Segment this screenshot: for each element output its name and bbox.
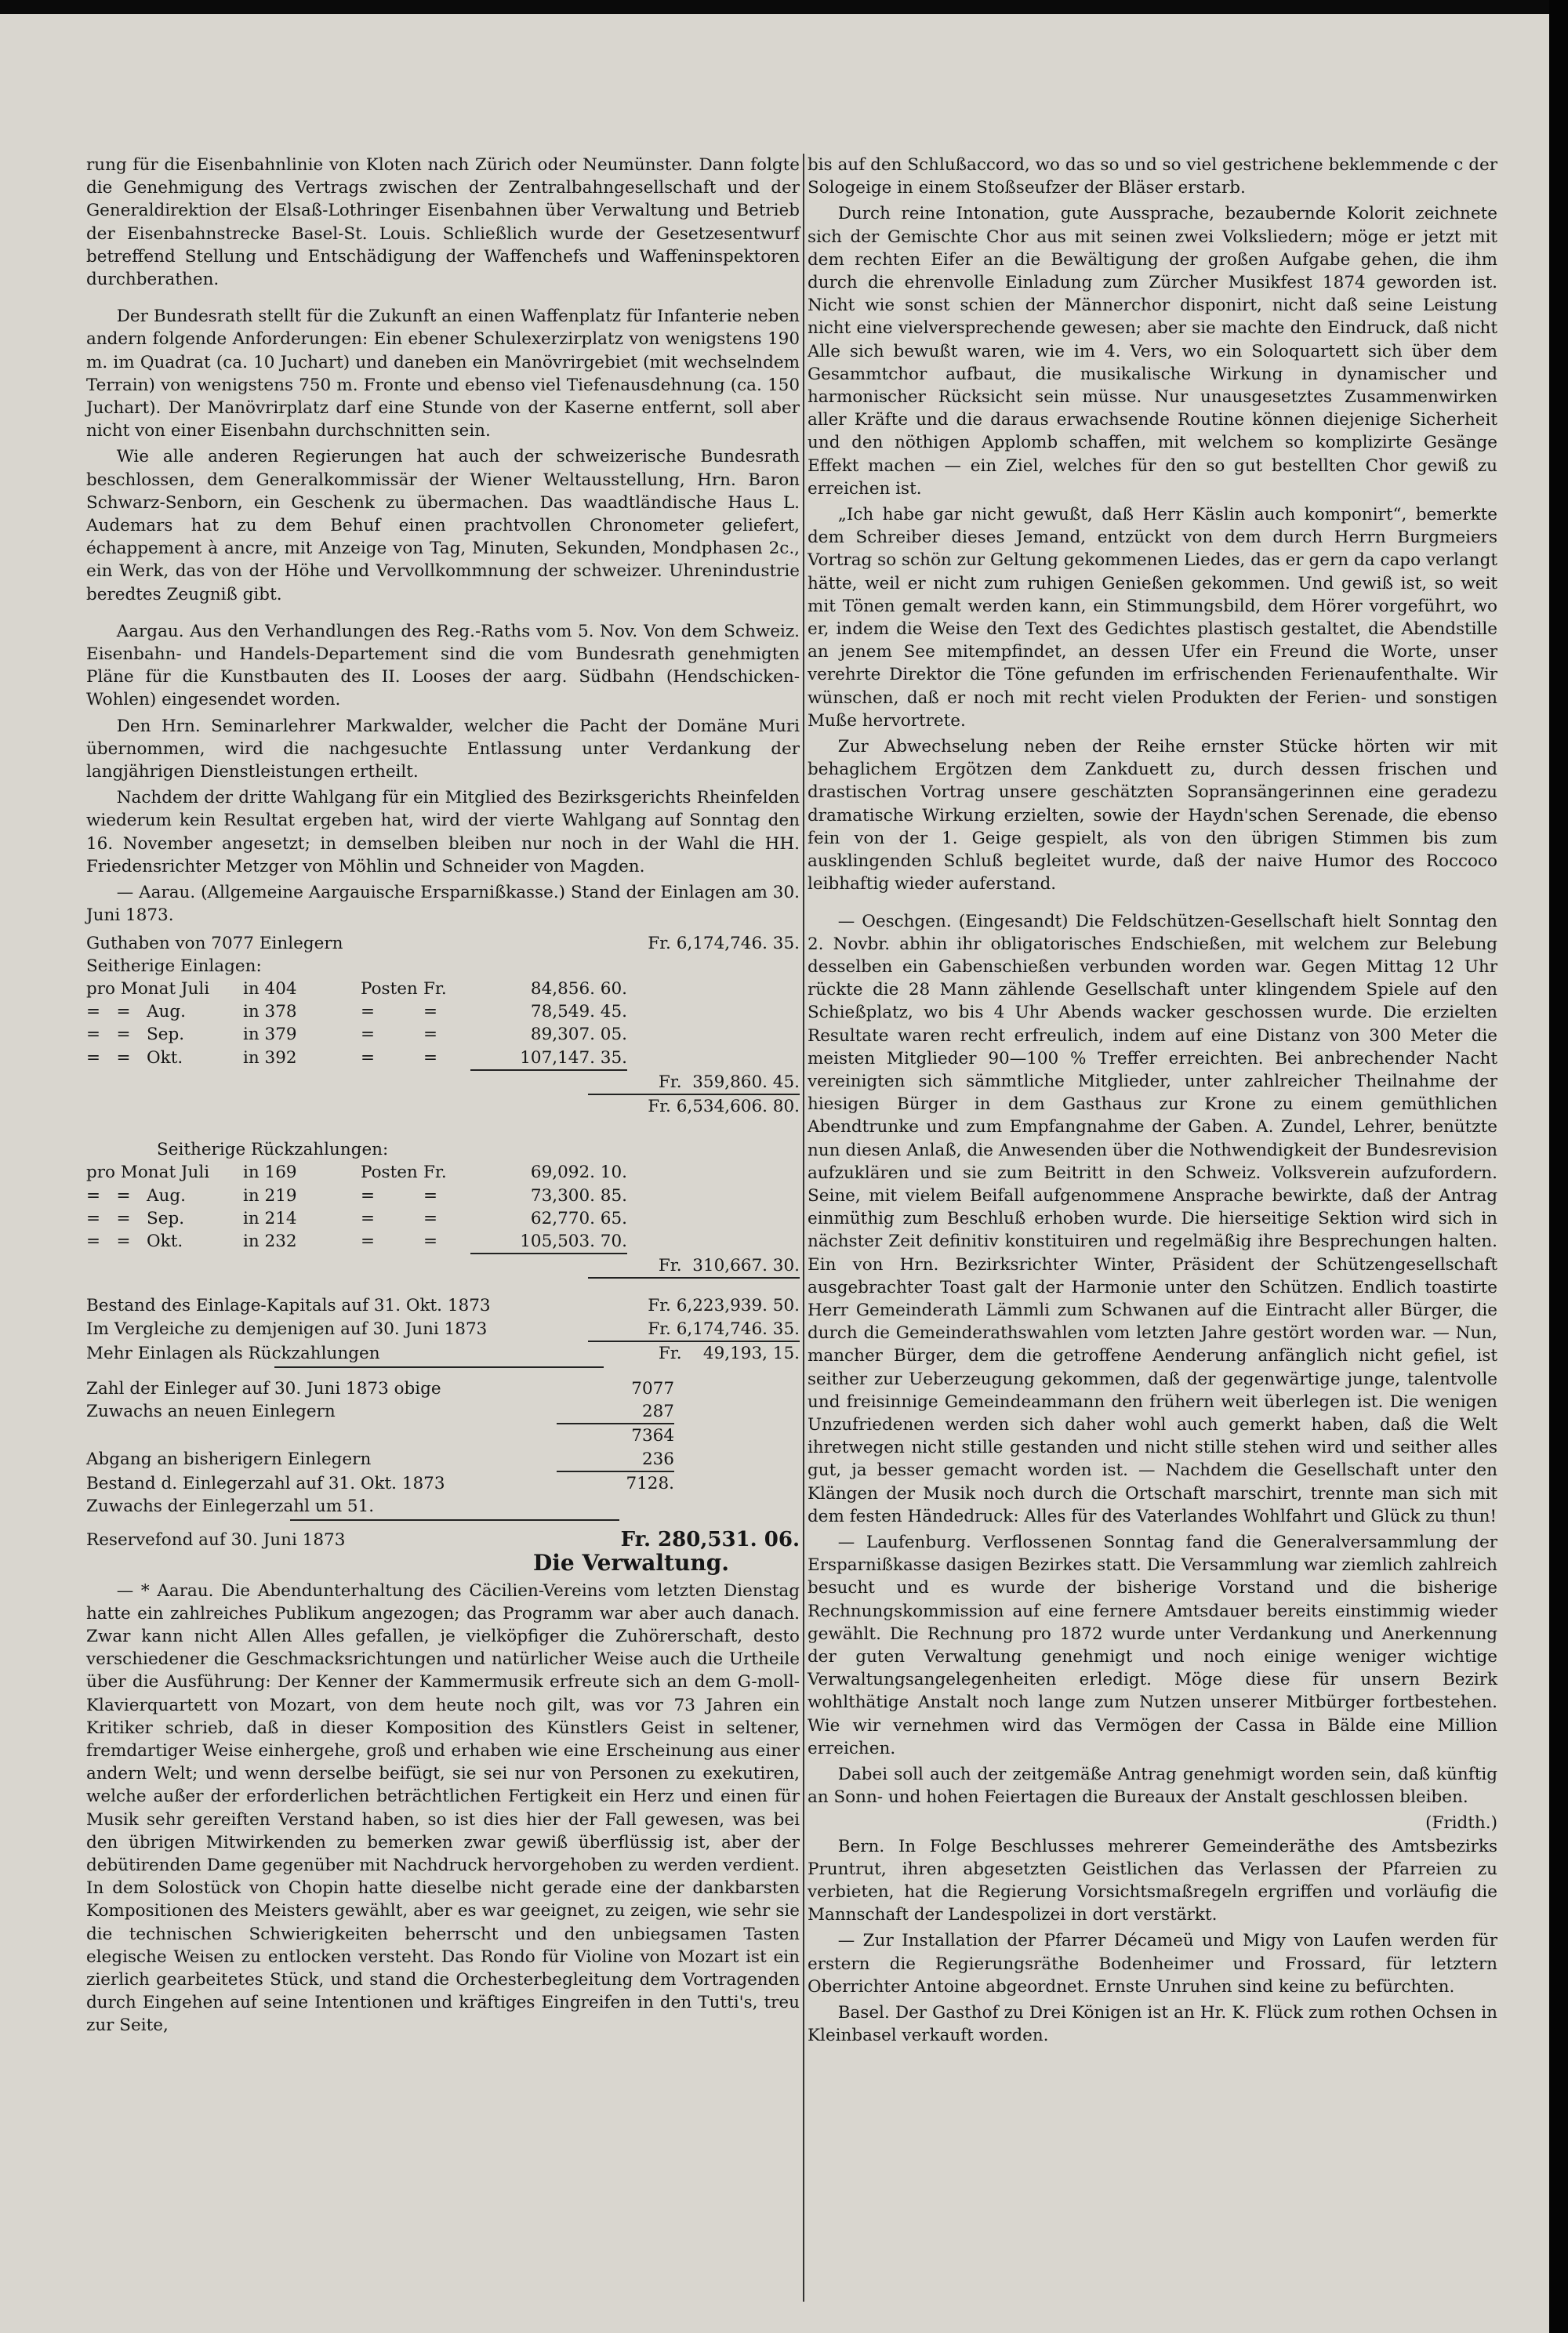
paragraph-markwalder: Den Hrn. Seminarlehrer Markwalder, welcher die Pacht der Domäne Muri übernommen, wird die nachgesuchte Entlassung unter Verdankung der langjährigen Dienstleistungen ertheilt. xyxy=(86,716,800,782)
scan-right-edge xyxy=(1549,0,1568,2333)
einlagen-row xyxy=(86,1023,800,1046)
einlagen-sum-row xyxy=(86,1095,800,1118)
rueck-row xyxy=(86,1230,800,1254)
rueck-row xyxy=(86,1185,800,1207)
seitherige-rueckzahlungen-heading: Seitherige Rückzahlungen: xyxy=(157,1140,389,1160)
rueck-row xyxy=(86,1161,800,1184)
einlagen-currency: = xyxy=(423,1047,438,1068)
rueck-posten: = xyxy=(361,1185,376,1206)
paragraph-bern: Bern. In Folge Beschlusses mehrerer Gemeinderäthe des Amtsbezirks Pruntrut, ihren abgesetzten Geistlichen das Verlassen der Pfarreien zu verbieten, hat die Regierung Vorsichtsmaßregeln ergriffen und vorläufig die Mannschaft der Landespolizei in dort verstärkt. xyxy=(808,1836,1497,1925)
paragraph-basel: Basel. Der Gasthof zu Drei Königen ist an Hr. K. Flück zum rothen Ochsen in Kleinbasel verkauft worden. xyxy=(808,2003,1497,2046)
paragraph-weltausstellung: Wie alle anderen Regierungen hat auch der schweizerische Bundesrath beschlossen, dem Generalkommissär der Wiener Weltausstellung, Hrn. Baron Schwarz-Senborn, ein Geschenk zu übermachen. Das waadtländische Haus L. Audemars hat zu dem Behuf einen prachtvollen Chronometer geliefert, échappement à ancre, mit Anzeige von Tag, Minuten, Sekunden, Mondphasen 2c., ein Werk, das von der Höhe und Vervollkommnung der schweizer. Uhrenindustrie beredtes Zeugniß gibt. xyxy=(86,447,800,604)
einlagen-amount: 78,549. 45. xyxy=(530,1002,627,1022)
vergleich-row xyxy=(86,1318,800,1342)
paragraph-laufen-installation: — Zur Installation der Pfarrer Décameü und Migy von Laufen werden für erstern die Regierungsräthe Bodenheimer und Frossard, für letztern Oberrichter Antoine abgeordnet. Ernste Unruhen sind keine zu befürchten. xyxy=(808,1931,1497,1997)
vergleich-label: Im Vergleiche zu demjenigen auf 30. Juni 1873 xyxy=(86,1319,488,1339)
einlagen-total-row xyxy=(86,1071,800,1095)
paragraph-aargau-regierungsrath: Aargau. Aus den Verhandlungen des Reg.-Raths vom 5. Nov. Von dem Schweiz. Eisenbahn- und Handels-Departement sind die vom Bundesrath genehmigten Pläne für die Kunstbauten des II. Looses der aarg. Südbahn (Hendschicken-Wohlen) eingesendet worden. xyxy=(86,621,800,710)
reserve-label: Reservefond auf 30. Juni 1873 xyxy=(86,1530,346,1551)
zahl-row xyxy=(86,1424,800,1447)
paragraph-ersparniskasse-intro: — Aarau. (Allgemeine Aargauische Ersparnißkasse.) Stand der Einlagen am 30. Juni 1873. xyxy=(86,883,800,926)
column-divider xyxy=(803,154,804,2302)
mehr-amount: Fr. 49,193, 15. xyxy=(658,1343,800,1363)
rueck-currency: Fr. xyxy=(423,1163,447,1183)
rueck-row xyxy=(86,1207,800,1230)
vergleich-amount: Fr. 6,174,746. 35. xyxy=(588,1318,800,1342)
einlagen-sum: Fr. 6,534,606. 80. xyxy=(648,1096,800,1116)
einlagen-amount: 107,147. 35. xyxy=(470,1047,627,1071)
einlagen-month: = = Sep. xyxy=(86,1025,185,1045)
mehr-label: Mehr Einlagen als Rückzahlungen xyxy=(86,1343,380,1363)
einlagen-count: in 404 xyxy=(243,978,297,999)
einlagen-posten: = xyxy=(361,1047,376,1068)
paragraph-sonn-feiertage: Dabei soll auch der zeitgemäße Antrag genehmigt worden sein, daß künftig an Sonn- und hohen Feiertagen die Bureaux der Anstalt geschlossen bleiben. xyxy=(808,1765,1497,1808)
einlagen-posten: Posten xyxy=(361,978,418,999)
zahl-label: Zuwachs an neuen Einlegern xyxy=(86,1402,336,1422)
einlagen-count: in 378 xyxy=(243,1002,297,1022)
bestand-row xyxy=(86,1294,800,1317)
guthaben-label: Guthaben von 7077 Einlegern xyxy=(86,933,343,953)
einlagen-count: in 392 xyxy=(243,1047,297,1068)
rueck-posten: = xyxy=(361,1231,376,1251)
zahl-label xyxy=(86,1424,557,1447)
rueck-total-row xyxy=(86,1254,800,1279)
zahl-value: 236 xyxy=(557,1448,674,1472)
guthaben-amount: Fr. 6,174,746. 35. xyxy=(648,933,800,953)
rueck-currency: = xyxy=(423,1208,438,1228)
rueck-month: = = Sep. xyxy=(86,1208,185,1228)
bestand-label: Bestand des Einlage-Kapitals auf 31. Okt. 1873 xyxy=(86,1296,491,1316)
paragraph-waffenplatz: Der Bundesrath stellt für die Zukunft an einen Waffenplatz für Infanterie neben andern folgende Anforderungen: Ein ebener Schulexerzirplatz von wenigstens 190 m. im Quadrat (ca. 10 Juchart) und daneben ein Manövrirgebiet (mit wechselndem Terrain) von wenigstens 750 m. Fronte und ebenso viel Tiefenausdehnung (ca. 150 Juchart). Der Manövrirplatz darf eine Stunde von der Kaserne entfernt, soll aber nicht von einer Eisenbahn durchschnitten sein. xyxy=(86,307,800,441)
ersparniskasse-table xyxy=(86,932,800,1575)
paragraph-caecilien-verein: — * Aarau. Die Abendunterhaltung des Cäcilien-Vereins vom letzten Dienstag hatte ein zahlreiches Publikum angezogen; das Programm war aber auch danach. Zwar kann nicht Allen Alles gefallen, je vielköpfiger die Zuhörerschaft, desto verschiedener die Geschmacksrichtungen und natürlicher Weise auch die Urtheile über die Ausführung: Der Kenner der Kammermusik erfreute sich an dem G-moll-Klavierquartett von Mozart, von dem heute noch gilt, was vor 73 Jahren ein Kritiker schrieb, daß in dieser Komposition des Künstlers Geist in seltener, fremdartiger Weise einhergehe, groß und erhaben wie eine Erscheinung aus einer andern Welt; und wenn derselbe beifügt, sie sei nur von Personen zu exekutiren, welche außer der erforderlichen beträchtlichen Fertigkeit ein Herz und einen für Musik sehr gereiften Verstand haben, so ist dies hier der Fall gewesen, was bei den übrigen Mitwirkenden zu bemerken zwar gewiß überflüssig ist, aber der debütirenden Dame gegenüber mit Nachdruck hervorgehoben zu werden verdient. In dem Solostück von Chopin hatte dieselbe nicht gerade eine der dankbarsten Kompositionen des Meisters gewählt, aber es war geeignet, zu zeigen, wie sehr sie die technischen Schwierigkeiten beherrscht und den unbiegsamen Tasten elegische Weisen zu entlocken versteht. Das Rondo für Violine von Mozart ist ein zierlich gearbeitetes Stück, und stand die Orchesterbegleitung dem Vortragenden durch Eingehen auf seine Intentionen und kräftiges Eingreifen in den Tutti's, treu zur Seite, xyxy=(86,1580,800,2036)
seitherige-einlagen-heading: Seitherige Einlagen: xyxy=(86,956,262,976)
einlagen-count: in 379 xyxy=(243,1025,297,1045)
rueck-amount: 62,770. 65. xyxy=(530,1208,627,1228)
reserve-amount: Fr. 280,531. 06. xyxy=(620,1528,800,1552)
rueck-count: in 169 xyxy=(243,1163,297,1183)
paragraph-schlussaccord: bis auf den Schlußaccord, wo das so und so viel gestrichene beklemmende c der Sologeige in einem Stoßseufzer der Bläser erstarb. xyxy=(808,155,1497,198)
zahl-value: 287 xyxy=(557,1400,674,1424)
scan-top-edge xyxy=(0,0,1568,14)
einlagen-row xyxy=(86,978,800,1000)
rueck-month: = = Okt. xyxy=(86,1231,183,1251)
right-column xyxy=(808,154,1497,2050)
einlagen-currency: Fr. xyxy=(423,978,447,999)
paragraph-zankduett: Zur Abwechselung neben der Reihe ernster Stücke hörten wir mit behaglichem Ergötzen dem Zankduett zu, durch dessen frischen und drastischen Vortrag unsere geschätzten Sopransängerinnen eine geradezu dramatische Wirkung erzielten, sowie der Haydn'schen Serenade, die ebenso fein von der 1. Geige gespielt, als von den übrigen Stimmen bis zum ausklingenden Schluß begleitet wurde, daß der naive Humor des Roccoco leibhaftig wieder auferstand. xyxy=(808,737,1497,894)
zahl-value: 7364 xyxy=(631,1426,674,1446)
rueck-amount: 105,503. 70. xyxy=(470,1230,627,1254)
rueck-amount: 73,300. 85. xyxy=(530,1185,627,1206)
einlagen-month: = = Okt. xyxy=(86,1047,183,1068)
zahl-value: 7077 xyxy=(631,1378,674,1399)
paragraph-gemischter-chor: Durch reine Intonation, gute Aussprache, bezaubernde Kolorit zeichnete sich der Gemischte Chor aus mit seinen zwei Volksliedern; möge er jetzt mit dem rechten Eifer an die Bewältigung der großen Aufgabe gehen, die ihm durch die ehrenvolle Einladung zum Zürcher Musikfest 1874 geworden ist. Nicht wie sonst schien der Männerchor disponirt, nicht daß seine Leistung nicht eine vielversprechende gewesen; aber sie machte den Eindruck, daß nicht Alle sich bewußt waren, wie im 4. Vers, wo ein Soloquartett sich über dem Gesammtchor aufbaut, die musikalische Wirkung in dynamischer und harmonischer Rücksicht sein müsse. Nur unausgesetztes Zusammenwirken aller Kräfte und die daraus erwachsende Routine können diejenige Sicherheit und den nöthigen Applomb schaffen, mit welchem so komplizirte Gesänge Effekt machen — ein Ziel, welches für den so gut bestellten Chor gewiß zu erreichen ist. xyxy=(808,204,1497,499)
rueck-currency: = xyxy=(423,1231,438,1251)
einlagen-month: = = Aug. xyxy=(86,1002,187,1022)
rueck-posten: Posten xyxy=(361,1163,418,1183)
rueck-rows xyxy=(86,1161,800,1254)
einlagen-amount: 89,307. 05. xyxy=(530,1025,627,1045)
rueck-count: in 232 xyxy=(243,1231,297,1251)
zuwachs-line: Zuwachs der Einlegerzahl um 51. xyxy=(86,1496,375,1516)
zahl-value: 7128. xyxy=(626,1473,674,1493)
zahl-label: Zahl der Einleger auf 30. Juni 1873 obige xyxy=(86,1378,441,1399)
zahl-row xyxy=(86,1472,800,1495)
rueck-count: in 219 xyxy=(243,1185,297,1206)
einlagen-currency: = xyxy=(423,1002,438,1022)
rueck-posten: = xyxy=(361,1208,376,1228)
einlagen-row xyxy=(86,1000,800,1023)
einlagen-posten: = xyxy=(361,1025,376,1045)
rueck-month: pro Monat Juli xyxy=(86,1163,210,1183)
einlagen-rows xyxy=(86,978,800,1071)
paragraph-oeschgen: — Oeschgen. (Eingesandt) Die Feldschützen-Gesellschaft hielt Sonntag den 2. Novbr. abhin ihr obligatorisches Endschießen, mit welchem zur Belebung desselben ein Gabenschießen verbunden worden war. Gegen Mittag 12 Uhr rückte die 28 Mann zählende Gesellschaft unter klingendem Spiele auf den Schießplatz, wo bis 4 Uhr Abends wacker geschossen wurde. Die erzielten Resultate waren recht erfreulich, indem auf eine Distanz von 300 Meter die meisten Mitglieder 90—100 % Treffer erreichten. Bei anbrechender Nacht vereinigten sich sämmtliche Mitglieder, unter zahlreicher Theilnahme der hiesigen Bürger in dem Gasthaus zur Krone zu einem gemüthlichen Abendtrunke und zum Empfangnahme der Gaben. A. Zundel, Lehrer, benützte nun diesen Anlaß, die Anwesenden über die Nothwendigkeit der Bundesrevision aufzuklären und sie zum Beitritt in den Schweiz. Volksverein aufzufordern. Seine, mit vielem Beifall aufgenommene Ansprache bewirkte, daß der Antrag einmüthig zum Beschluß erhoben wurde. Die hierseitige Sektion wird sich in nächster Zeit definitiv konstituiren und regelmäßig ihre Besprechungen halten. Ein von Hrn. Bezirksrichter Winter, Präsident der Schützengesellschaft ausgebrachter Toast galt der Harmonie unter den Schützen. Endlich toastirte Herr Gemeinderath Lämmli zum Schwanen auf die Eintracht aller Bürger, die durch die Gemeinderathswahlen vom letzten Jahre gestört worden war. — Nun, mancher Bürger, dem die getroffene Aenderung anfänglich nicht gefiel, ist seither zur Ueberzeugung gekommen, daß der gegenwärtige junge, talentvolle und freisinnige Gemeindeammann den frühern weit überlegen ist. Die wenigen Unzufriedenen werden sich daher wohl auch gemerkt haben, daß die Welt ihretwegen nicht stille gestanden und nicht stille stehen wird und seither alles gut, ja besser gemacht worden ist. — Nachdem die Gesellschaft unter den Klängen der Musik noch durch die Ortschaft marschirt, trennte man sich mit dem festen Händedruck: Alles für des Vaterlandes Wohlfahrt und Glück zu thun! xyxy=(808,911,1497,1526)
left-column xyxy=(86,154,800,2041)
einlagen-total: Fr. 359,860. 45. xyxy=(588,1071,800,1095)
rueck-total: Fr. 310,667. 30. xyxy=(588,1254,800,1279)
reserve-row xyxy=(86,1529,800,1551)
verwaltung-signature: Die Verwaltung. xyxy=(532,1550,730,1576)
einlagen-amount: 84,856. 60. xyxy=(530,978,627,999)
rueck-currency: = xyxy=(423,1185,438,1206)
paragraph-bezirksgericht-wahl: Nachdem der dritte Wahlgang für ein Mitglied des Bezirksgerichts Rheinfelden wiederum kein Resultat ergeben hat, wird der vierte Wahlgang auf Sonntag den 16. November angesetzt; in demselben bleiben nur noch in der Wahl die HH. Friedensrichter Metzger von Möhlin und Schneider von Magden. xyxy=(86,788,800,876)
rueck-amount: 69,092. 10. xyxy=(530,1163,627,1183)
guthaben-row xyxy=(86,932,800,955)
einlagen-row xyxy=(86,1047,800,1071)
paragraph-kaeslin: „Ich habe gar nicht gewußt, daß Herr Käslin auch komponirt“, bemerkte dem Schreiber dieses Jemand, entzückt von dem durch Herrn Burgmeiers Vortrag so schön zur Geltung gekommenen Liedes, das er gern da capo verlangt hätte, weil er nicht zum ruhigen Genießen gekommen. Und gewiß ist, so weit mit Tönen gemalt werden kann, ein Stimmungsbild, dem Hörer vorgeführt, wo er, indem die Weise den Text des Gedichtes plastisch gestaltet, die Abendstille an jenem See mitempfindet, an dessen Ufer ein Freund die Worte, unser verehrte Direktor die Töne gefunden im erfrischenden Ferienaufenthalte. Wir wünschen, daß er noch mit recht vielen Produkten der Ferien- und sonstigen Muße hervortrete. xyxy=(808,505,1497,731)
bestand-amount: Fr. 6,223,939. 50. xyxy=(648,1296,800,1316)
zahl-label: Abgang an bisherigern Einlegern xyxy=(86,1449,372,1469)
zahl-label: Bestand d. Einlegerzahl auf 31. Okt. 1873 xyxy=(86,1473,445,1493)
paragraph-laufenburg: — Laufenburg. Verflossenen Sonntag fand die Generalversammlung der Ersparnißkasse dasigen Bezirkes statt. Die Versammlung war ziemlich zahlreich besucht und es wurde der bisherige Vorstand und die bisherige Rechnungskommission auf eine fernere Amtsdauer bereits einstimmig wieder gewählt. Die Rechnung pro 1872 wurde unter Verdankung und Anerkennung der guten Verwaltung genehmigt und noch einige weniger wichtige Verwaltungsangelegenheiten erledigt. Möge diese für unsern Bezirk wohlthätige Anstalt noch lange zum Nutzen unserer Mitbürger fortbestehen. Wie wir vernehmen wird das Vermögen der Cassa in Bälde eine Million erreichen. xyxy=(808,1532,1497,1758)
fridth-signature: (Fridth.) xyxy=(1425,1813,1497,1834)
paragraph-bundesrath-sitzung: rung für die Eisenbahnlinie von Kloten nach Zürich oder Neumünster. Dann folgte die Genehmigung des Vertrags zwischen der Zentralbahngesellschaft und der Generaldirektion der Elsaß-Lothringer Eisenbahnen über Verwaltung und Betrieb der Eisenbahnstrecke Basel-St. Louis. Schließlich wurde der Gesetzesentwurf betreffend Stellung und Entschädigung der Waffenchefs und Waffeninspektoren durchberathen. xyxy=(86,155,800,290)
zahl-row xyxy=(86,1377,800,1400)
einlagen-month: pro Monat Juli xyxy=(86,978,210,999)
mehr-row xyxy=(86,1342,800,1365)
einlagen-posten: = xyxy=(361,1002,376,1022)
einlagen-currency: = xyxy=(423,1025,438,1045)
zahl-row xyxy=(86,1400,800,1424)
rueck-count: in 214 xyxy=(243,1208,297,1228)
zahl-row xyxy=(86,1448,800,1472)
rueck-month: = = Aug. xyxy=(86,1185,187,1206)
